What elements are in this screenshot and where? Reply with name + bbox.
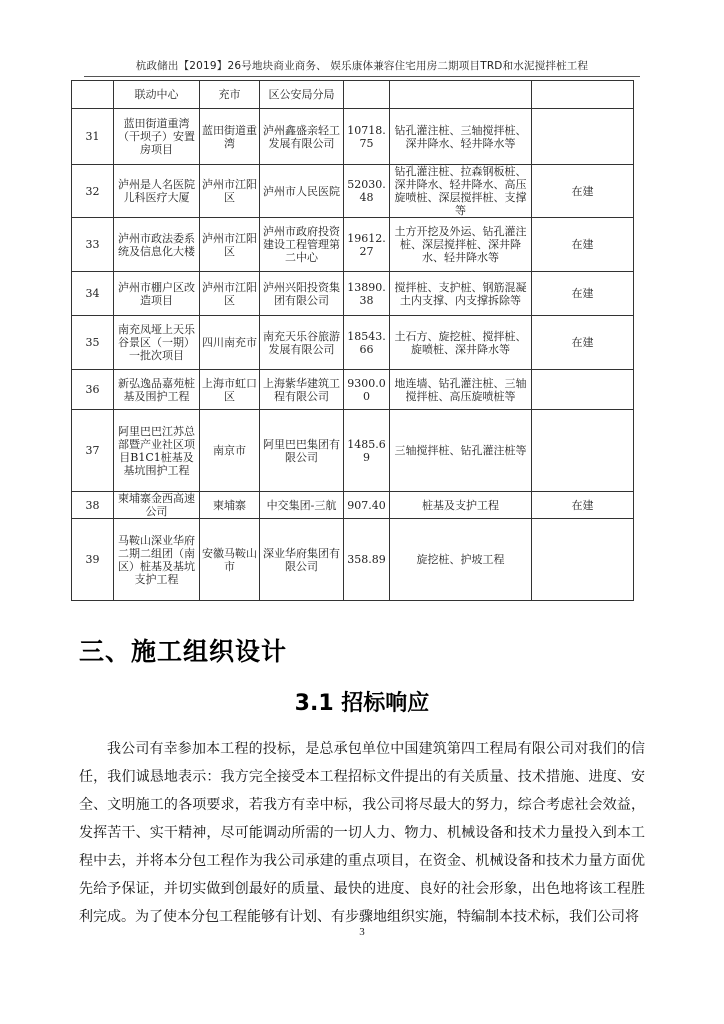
cell-status xyxy=(532,519,634,601)
cell-location: 安徽马鞍山市 xyxy=(200,519,260,601)
cell-client: 泸州兴阳投资集团有限公司 xyxy=(260,272,344,316)
cell-no: 38 xyxy=(72,492,114,519)
cell-amount: 19612.27 xyxy=(344,218,390,272)
cell-status: 在建 xyxy=(532,218,634,272)
cell-location: 蓝田街道重湾 xyxy=(200,109,260,165)
table-row xyxy=(72,410,634,492)
cell-no: 39 xyxy=(72,519,114,601)
cell-client: 区公安局分局 xyxy=(260,81,344,109)
subsection-title: 3.1 招标响应 xyxy=(294,691,430,716)
cell-amount: 18543.66 xyxy=(344,316,390,370)
cell-work: 土石方、旋挖桩、搅拌桩、旋喷桩、深井降水等 xyxy=(390,316,532,370)
cell-work: 土方开挖及外运、钻孔灌注桩、深层搅拌桩、深井降水、轻井降水等 xyxy=(390,218,532,272)
cell-work: 地连墙、钻孔灌注桩、三轴搅拌桩、高压旋喷桩等 xyxy=(390,370,532,410)
table-row xyxy=(72,316,634,370)
cell-work: 钻孔灌注桩、三轴搅拌桩、深井降水、轻井降水等 xyxy=(390,109,532,165)
cell-amount: 358.89 xyxy=(344,519,390,601)
cell-client: 泸州市人民医院 xyxy=(260,165,344,218)
cell-work: 搅拌桩、支护桩、钢筋混凝土内支撑、内支撑拆除等 xyxy=(390,272,532,316)
cell-amount: 1485.69 xyxy=(344,410,390,492)
cell-location: 充市 xyxy=(200,81,260,109)
project-table xyxy=(71,80,634,601)
cell-no: 37 xyxy=(72,410,114,492)
cell-status: 在建 xyxy=(532,165,634,218)
cell-name: 南充凤垭上天乐谷景区（一期）一批次项目 xyxy=(114,316,200,370)
cell-status xyxy=(532,81,634,109)
cell-name: 联动中心 xyxy=(114,81,200,109)
cell-name: 新弘逸品嘉苑桩基及围护工程 xyxy=(114,370,200,410)
cell-status: 在建 xyxy=(532,492,634,519)
cell-name: 泸州市政法委系统及信息化大楼 xyxy=(114,218,200,272)
cell-no: 36 xyxy=(72,370,114,410)
cell-work: 三轴搅拌桩、钻孔灌注桩等 xyxy=(390,410,532,492)
cell-amount: 10718.75 xyxy=(344,109,390,165)
cell-no: 33 xyxy=(72,218,114,272)
document-header: 杭政储出【2019】26号地块商业商务、 娱乐康体兼容住宅用房二期项目TRD和水泥搅拌桩工程 xyxy=(135,60,589,72)
table-row-continued xyxy=(72,81,634,109)
cell-no: 35 xyxy=(72,316,114,370)
cell-status xyxy=(532,410,634,492)
table-row xyxy=(72,109,634,165)
cell-no: 32 xyxy=(72,165,114,218)
cell-amount: 907.40 xyxy=(344,492,390,519)
table-row xyxy=(72,370,634,410)
cell-location: 南京市 xyxy=(200,410,260,492)
cell-amount: 13890.38 xyxy=(344,272,390,316)
cell-name: 蓝田街道重湾（干坝子）安置房项目 xyxy=(114,109,200,165)
cell-name: 泸州是人名医院儿科医疗大厦 xyxy=(114,165,200,218)
cell-location: 泸州市江阳区 xyxy=(200,218,260,272)
cell-client: 南充天乐谷旅游发展有限公司 xyxy=(260,316,344,370)
cell-name: 马鞍山深业华府二期二组团（南区）桩基及基坑支护工程 xyxy=(114,519,200,601)
cell-amount xyxy=(344,81,390,109)
page-number: 3 xyxy=(359,926,365,938)
cell-amount: 9300.00 xyxy=(344,370,390,410)
cell-name: 柬埔寨金西高速公司 xyxy=(114,492,200,519)
cell-status: 在建 xyxy=(532,316,634,370)
table-row xyxy=(72,492,634,519)
cell-location: 泸州市江阳区 xyxy=(200,165,260,218)
table-row xyxy=(72,218,634,272)
cell-name: 阿里巴巴江苏总部暨产业社区项目B1C1桩基及基坑围护工程 xyxy=(114,410,200,492)
cell-client: 上海紫华建筑工程有限公司 xyxy=(260,370,344,410)
section-title: 三、施工组织设计 xyxy=(79,637,288,666)
cell-work: 旋挖桩、护坡工程 xyxy=(390,519,532,601)
cell-name: 泸州市棚户区改造项目 xyxy=(114,272,200,316)
cell-work xyxy=(390,81,532,109)
cell-no: 31 xyxy=(72,109,114,165)
body-paragraph: 我公司有幸参加本工程的投标，是总承包单位中国建筑第四工程局有限公司对我们的信任，我们诚恳地表示：我方完全接受本工程招标文件提出的有关质量、技术措施、进度、安全、文明施工的各项要求，若我方有幸中标，我公司将尽最大的努力，综合考虑社会效益，发挥苦干、实干精神，尽可能调动所需的一切人力、物力、机械设备和技术力量投入到本工程中去，并将本分包工程作为我公司承建的重点项目，在资金、机械设备和技术力量方面优先给予保证，并切实做到创最好的质量、最快的进度、良好的社会形象，出色地将该工程胜利完成。为了使本分包工程能够有计划、有步骤地组织实施，特编制本技术标，我们公司将 xyxy=(79,741,645,925)
cell-client: 泸州市政府投资建设工程管理第二中心 xyxy=(260,218,344,272)
header-rule xyxy=(84,76,640,77)
cell-no xyxy=(72,81,114,109)
cell-no: 34 xyxy=(72,272,114,316)
cell-client: 阿里巴巴集团有限公司 xyxy=(260,410,344,492)
table-row xyxy=(72,272,634,316)
cell-client: 深业华府集团有限公司 xyxy=(260,519,344,601)
table-row xyxy=(72,519,634,601)
cell-location: 四川南充市 xyxy=(200,316,260,370)
cell-client: 泸州鑫盛亲轻工发展有限公司 xyxy=(260,109,344,165)
cell-location: 上海市虹口区 xyxy=(200,370,260,410)
table-row xyxy=(72,165,634,218)
cell-location: 柬埔寨 xyxy=(200,492,260,519)
cell-status xyxy=(532,109,634,165)
cell-location: 泸州市江阳区 xyxy=(200,272,260,316)
cell-work: 桩基及支护工程 xyxy=(390,492,532,519)
cell-status xyxy=(532,370,634,410)
cell-status: 在建 xyxy=(532,272,634,316)
cell-work: 钻孔灌注桩、拉森钢板桩、深井降水、轻井降水、高压旋喷桩、深层搅拌桩、支撑等 xyxy=(390,165,532,218)
cell-amount: 52030.48 xyxy=(344,165,390,218)
cell-client: 中交集团-三航 xyxy=(260,492,344,519)
